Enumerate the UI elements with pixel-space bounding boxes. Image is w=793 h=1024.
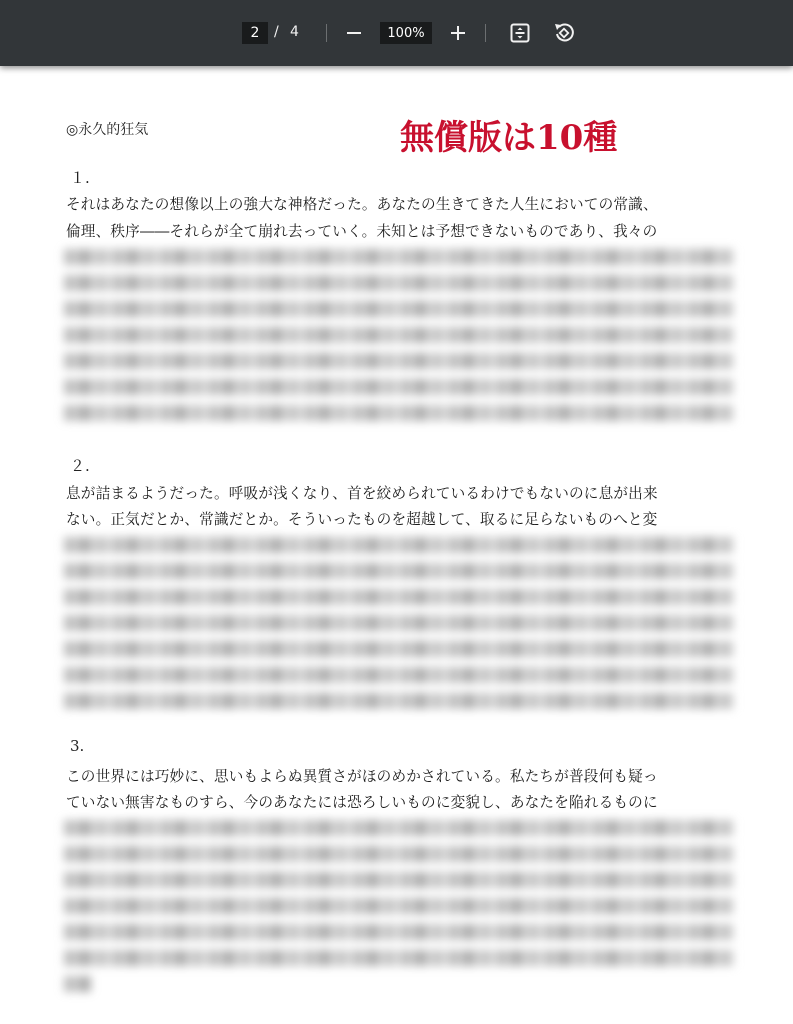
- section-text-line: ない。正気だとか、常識だとか。そういったものを超越して、取るに足らないものへと変: [66, 511, 658, 528]
- pdf-toolbar: [0, 0, 793, 66]
- document-title: ◎永久的狂気: [66, 122, 149, 138]
- current-page-input[interactable]: 2: [242, 22, 268, 44]
- total-pages: 4: [290, 24, 299, 40]
- section-text-line: それはあなたの想像以上の強大な神格だった。あなたの生きてきた人生においての常識、: [66, 196, 658, 213]
- fit-page-icon[interactable]: [508, 21, 532, 45]
- blurred-text-block: [64, 820, 734, 1002]
- blurred-text-block: [64, 249, 734, 431]
- section-text-line: 息が詰まるようだった。呼吸が浅くなり、首を絞められているわけでもないのに息が出来: [66, 485, 658, 502]
- toolbar-divider: [326, 24, 327, 42]
- toolbar-divider: [485, 24, 486, 42]
- section-text-line: ていない無害なものすら、今のあなたには恐ろしいものに変貌し、あなたを陥れるものに: [66, 794, 658, 811]
- section-text-line: この世界には巧妙に、思いもよらぬ異質さがほのめかされている。私たちが普段何も疑っ: [66, 768, 658, 785]
- page-separator: /: [274, 24, 279, 40]
- zoom-in-icon[interactable]: [447, 22, 469, 44]
- section-number: 3.: [70, 737, 85, 755]
- section-number: １.: [70, 169, 90, 187]
- free-version-watermark: 無償版は10種: [400, 118, 618, 158]
- section-text-line: 倫理、秩序――それらが全て崩れ去っていく。未知とは予想できないものであり、我々の: [66, 223, 658, 240]
- section-number: ２.: [70, 457, 90, 475]
- blurred-text-block: [64, 537, 734, 719]
- zoom-level-input[interactable]: 100%: [380, 22, 432, 44]
- zoom-out-icon[interactable]: [343, 22, 365, 44]
- pdf-page: [0, 66, 793, 1024]
- rotate-icon[interactable]: [552, 21, 576, 45]
